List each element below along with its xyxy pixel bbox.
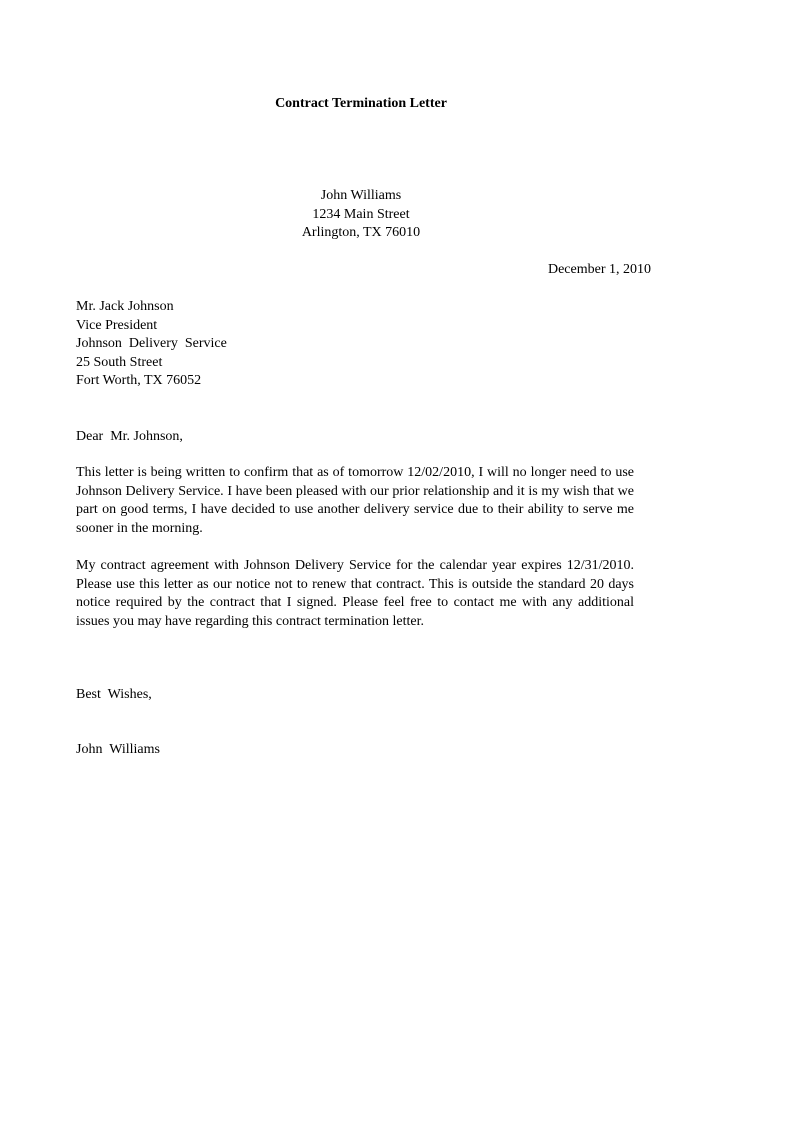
recipient-position: Vice President [76, 317, 158, 333]
sender-name: John Williams [320, 188, 402, 203]
recipient-company: Johnson Delivery Service [76, 336, 227, 351]
salutation: Dear Mr. Johnson, [76, 429, 183, 444]
letter-date: December 1, 2010 [547, 262, 651, 277]
recipient-city-state-zip: Fort Worth, TX 76052 [76, 373, 202, 388]
recipient-address [76, 298, 227, 391]
sender-street: 1234 Main Street [312, 206, 410, 222]
recipient-street: 25 South Street [76, 354, 163, 370]
sender-city-state-zip: Arlington, TX 76010 [301, 225, 421, 240]
body-paragraph-2: My contract agreement with Johnson Delivery Service for the calendar year expires 12/31/2010. Please use this letter as our notice not to renew that contract. This is outside the standard 20 days notice required by the contract that I signed. Please feel free to contact me with any additional issues you may have regarding this contract termination letter. [76, 558, 634, 629]
body-paragraph-1: This letter is being written to confirm that as of tomorrow 12/02/2010, I will no longer need to use Johnson Delivery Service. I have been pleased with our prior relationship and it is my wish that we part on good terms, I have decided to use another delivery service due to their ability to serve me sooner in the morning. [76, 465, 634, 536]
signature: John Williams [76, 742, 160, 757]
closing: Best Wishes, [76, 687, 152, 702]
page-title: Contract Termination Letter [275, 96, 447, 111]
sender-address [0, 187, 722, 243]
recipient-name: Mr. Jack Johnson [76, 299, 174, 314]
